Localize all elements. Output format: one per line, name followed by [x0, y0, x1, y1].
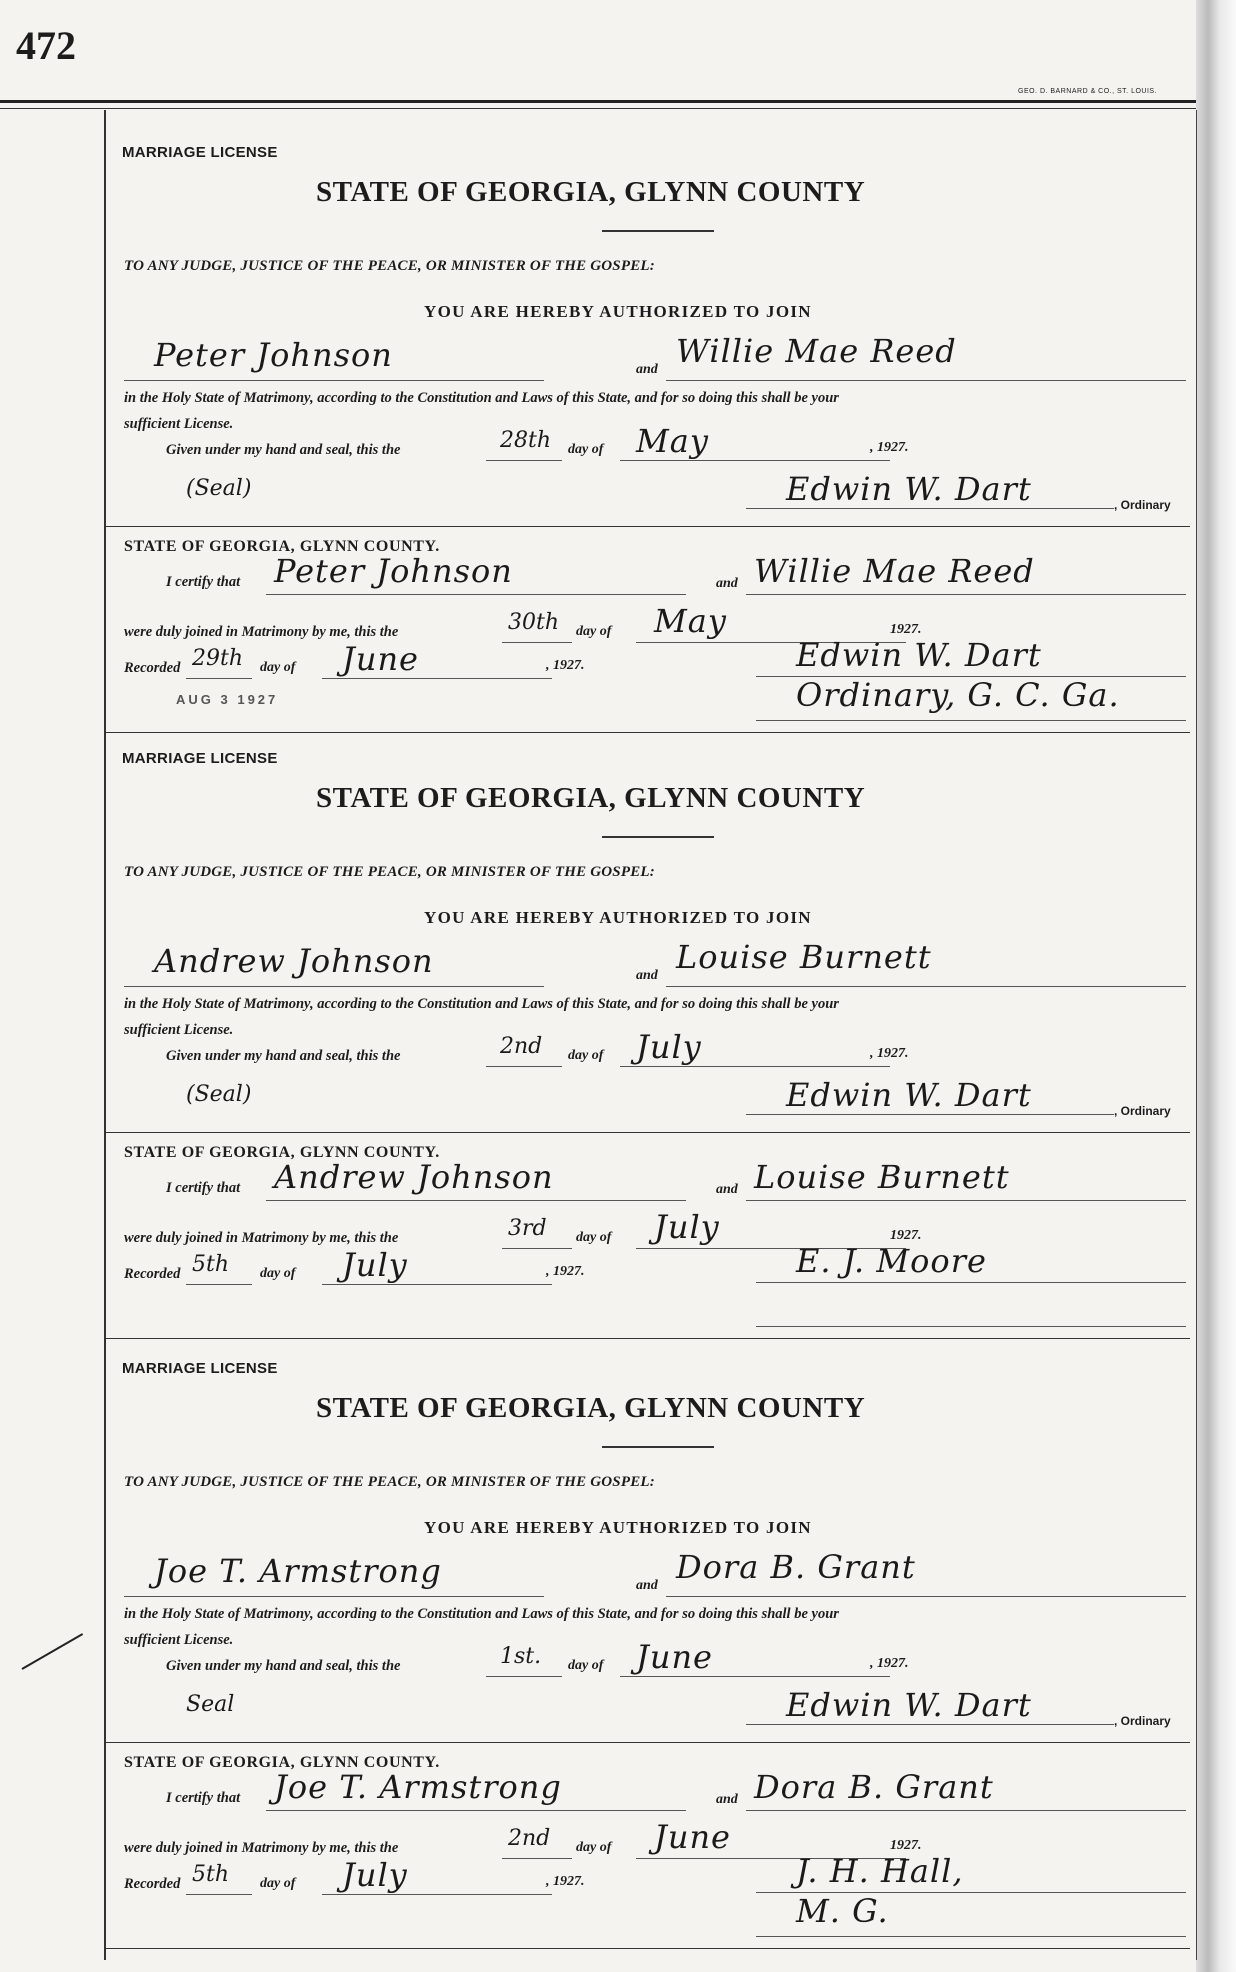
- recorded-day-of: day of: [260, 660, 296, 675]
- given-month: May: [636, 422, 709, 460]
- certify-text: I certify that: [166, 1180, 241, 1196]
- joined-text: were duly joined in Matrimony by me, this the: [124, 624, 399, 640]
- title-underline: [602, 836, 714, 838]
- matrimony-text: in the Holy State of Matrimony, according to the Constitution and Laws of this State, and for so doing this shall be your: [124, 390, 839, 406]
- joined-day-line: [502, 1248, 572, 1249]
- authorization-heading: YOU ARE HEREBY AUTHORIZED TO JOIN: [424, 302, 812, 321]
- recorded-day-line: [186, 1894, 252, 1895]
- cert-bride-line: [746, 1200, 1186, 1201]
- authorization-heading: YOU ARE HEREBY AUTHORIZED TO JOIN: [424, 1518, 812, 1537]
- given-under-text: Given under my hand and seal, this the: [166, 442, 401, 458]
- cert-groom-line: [266, 1810, 686, 1811]
- recorded-day: 5th: [192, 1862, 230, 1887]
- bride-name: Willie Mae Reed: [676, 332, 957, 370]
- officiant-title: M. G.: [796, 1892, 889, 1930]
- recorded-month: June: [342, 640, 419, 678]
- groom-name: Andrew Johnson: [154, 942, 434, 980]
- joined-day-of: day of: [576, 624, 612, 639]
- joined-day: 2nd: [508, 1826, 551, 1851]
- ordinary-label: , Ordinary: [1114, 498, 1171, 512]
- given-day-line: [486, 1676, 562, 1677]
- top-rule: [0, 100, 1200, 103]
- certificate-state: STATE OF GEORGIA, GLYNN COUNTY.: [124, 538, 440, 555]
- certificate-groom: Andrew Johnson: [274, 1158, 554, 1196]
- given-day-of: day of: [568, 1048, 604, 1063]
- given-month-line: [620, 460, 890, 461]
- recorded-year: , 1927.: [546, 1874, 585, 1889]
- joined-month: July: [654, 1208, 720, 1246]
- recorded-year: , 1927.: [546, 658, 585, 673]
- section-divider: [106, 1132, 1190, 1133]
- certificate-and: and: [716, 1792, 738, 1807]
- joined-day-line: [502, 1858, 572, 1859]
- cert-groom-line: [266, 1200, 686, 1201]
- license-label: MARRIAGE LICENSE: [122, 1360, 278, 1377]
- seal-mark: (Seal): [186, 1082, 252, 1107]
- title-underline: [602, 230, 714, 232]
- and-label: and: [636, 362, 658, 377]
- signature-line: [746, 508, 1114, 509]
- matrimony-text: in the Holy State of Matrimony, according to the Constitution and Laws of this State, and for so doing this shall be your: [124, 996, 839, 1012]
- recorded-label: Recorded: [124, 1266, 181, 1282]
- certificate-bride: Willie Mae Reed: [754, 552, 1035, 590]
- certify-text: I certify that: [166, 1790, 241, 1806]
- officiant-signature: Edwin W. Dart: [796, 636, 1042, 674]
- joined-day-line: [502, 642, 572, 643]
- authorization-heading: YOU ARE HEREBY AUTHORIZED TO JOIN: [424, 908, 812, 927]
- given-month-line: [620, 1066, 890, 1067]
- groom-name-line: [124, 986, 544, 987]
- given-year: , 1927.: [870, 1046, 909, 1061]
- ordinary-label: , Ordinary: [1114, 1104, 1171, 1118]
- officiant-line: [756, 1282, 1186, 1283]
- ordinary-label: , Ordinary: [1114, 1714, 1171, 1728]
- recorded-year: , 1927.: [546, 1264, 585, 1279]
- addressee-line: TO ANY JUDGE, JUSTICE OF THE PEACE, OR MINISTER OF THE GOSPEL:: [124, 864, 655, 880]
- certify-text: I certify that: [166, 574, 241, 590]
- recorded-month: July: [342, 1856, 408, 1894]
- marriage-record-2: [106, 742, 1190, 1338]
- bride-name-line: [666, 380, 1186, 381]
- officiant-signature: E. J. Moore: [796, 1242, 987, 1280]
- joined-month: June: [654, 1818, 731, 1856]
- certificate-groom: Peter Johnson: [274, 552, 513, 590]
- given-day: 1st.: [500, 1644, 542, 1669]
- joined-year: 1927.: [890, 1228, 922, 1243]
- signature-line: [746, 1724, 1114, 1725]
- officiant-title-line: [756, 1326, 1186, 1327]
- addressee-line: TO ANY JUDGE, JUSTICE OF THE PEACE, OR MINISTER OF THE GOSPEL:: [124, 258, 655, 274]
- given-day-line: [486, 1066, 562, 1067]
- officiant-title-line: [756, 720, 1186, 721]
- groom-name: Peter Johnson: [154, 336, 393, 374]
- joined-day-of: day of: [576, 1840, 612, 1855]
- sufficient-license: sufficient License.: [124, 1632, 234, 1648]
- record-title: STATE OF GEORGIA, GLYNN COUNTY: [316, 1392, 866, 1424]
- given-under-text: Given under my hand and seal, this the: [166, 1658, 401, 1674]
- recorded-day: 5th: [192, 1252, 230, 1277]
- certificate-groom: Joe T. Armstrong: [274, 1768, 562, 1806]
- certificate-bride: Louise Burnett: [754, 1158, 1010, 1196]
- joined-day-of: day of: [576, 1230, 612, 1245]
- seal-mark: Seal: [186, 1692, 235, 1717]
- ordinary-signature: Edwin W. Dart: [786, 470, 1032, 508]
- given-day-of: day of: [568, 1658, 604, 1673]
- groom-name: Joe T. Armstrong: [154, 1552, 442, 1590]
- recorded-month-line: [322, 1284, 552, 1285]
- section-divider: [106, 526, 1190, 527]
- license-label: MARRIAGE LICENSE: [122, 144, 278, 161]
- recorded-label: Recorded: [124, 660, 181, 676]
- groom-name-line: [124, 380, 544, 381]
- seal-mark: (Seal): [186, 476, 252, 501]
- groom-name-line: [124, 1596, 544, 1597]
- sufficient-license: sufficient License.: [124, 416, 234, 432]
- joined-year: 1927.: [890, 1838, 922, 1853]
- received-stamp: AUG 3 1927: [176, 692, 279, 707]
- certificate-state: STATE OF GEORGIA, GLYNN COUNTY.: [124, 1144, 440, 1161]
- recorded-day-line: [186, 678, 252, 679]
- officiant-title: Ordinary, G. C. Ga.: [796, 676, 1120, 714]
- bride-name-line: [666, 1596, 1186, 1597]
- certificate-and: and: [716, 1182, 738, 1197]
- signature-line: [746, 1114, 1114, 1115]
- marriage-record-3: [106, 1352, 1190, 1952]
- given-year: , 1927.: [870, 1656, 909, 1671]
- given-under-text: Given under my hand and seal, this the: [166, 1048, 401, 1064]
- joined-text: were duly joined in Matrimony by me, this the: [124, 1840, 399, 1856]
- given-day-line: [486, 460, 562, 461]
- officiant-title-line: [756, 1936, 1186, 1937]
- joined-day: 30th: [508, 610, 560, 635]
- and-label: and: [636, 968, 658, 983]
- cert-bride-line: [746, 594, 1186, 595]
- right-border-line: [1196, 110, 1197, 1960]
- joined-month: May: [654, 602, 727, 640]
- publisher-imprint: GEO. D. BARNARD & CO., ST. LOUIS.: [1018, 88, 1158, 95]
- recorded-month-line: [322, 1894, 552, 1895]
- title-underline: [602, 1446, 714, 1448]
- recorded-day: 29th: [192, 646, 244, 671]
- joined-text: were duly joined in Matrimony by me, this the: [124, 1230, 399, 1246]
- recorded-day-of: day of: [260, 1266, 296, 1281]
- certificate-state: STATE OF GEORGIA, GLYNN COUNTY.: [124, 1754, 440, 1771]
- bride-name-line: [666, 986, 1186, 987]
- record-bottom-divider: [106, 1338, 1190, 1339]
- given-month: June: [636, 1638, 713, 1676]
- recorded-month-line: [322, 678, 552, 679]
- sufficient-license: sufficient License.: [124, 1022, 234, 1038]
- record-title: STATE OF GEORGIA, GLYNN COUNTY: [316, 782, 866, 814]
- given-month: July: [636, 1028, 702, 1066]
- record-bottom-divider: [106, 1948, 1190, 1949]
- recorded-day-of: day of: [260, 1876, 296, 1891]
- given-month-line: [620, 1676, 890, 1677]
- recorded-month: July: [342, 1246, 408, 1284]
- joined-day: 3rd: [508, 1216, 547, 1241]
- record-title: STATE OF GEORGIA, GLYNN COUNTY: [316, 176, 866, 208]
- ordinary-signature: Edwin W. Dart: [786, 1076, 1032, 1114]
- marriage-record-1: [106, 136, 1190, 732]
- top-rule-thin: [0, 108, 1200, 109]
- section-divider: [106, 1742, 1190, 1743]
- given-day: 2nd: [500, 1034, 543, 1059]
- ordinary-signature: Edwin W. Dart: [786, 1686, 1032, 1724]
- joined-year: 1927.: [890, 622, 922, 637]
- bride-name: Louise Burnett: [676, 938, 932, 976]
- addressee-line: TO ANY JUDGE, JUSTICE OF THE PEACE, OR MINISTER OF THE GOSPEL:: [124, 1474, 655, 1490]
- given-year: , 1927.: [870, 440, 909, 455]
- and-label: and: [636, 1578, 658, 1593]
- certificate-and: and: [716, 576, 738, 591]
- certificate-bride: Dora B. Grant: [754, 1768, 994, 1806]
- recorded-day-line: [186, 1284, 252, 1285]
- cert-bride-line: [746, 1810, 1186, 1811]
- bride-name: Dora B. Grant: [676, 1548, 916, 1586]
- recorded-label: Recorded: [124, 1876, 181, 1892]
- officiant-signature: J. H. Hall,: [796, 1852, 964, 1890]
- cert-groom-line: [266, 594, 686, 595]
- record-bottom-divider: [106, 732, 1190, 733]
- given-day: 28th: [500, 428, 552, 453]
- page-number: 472: [16, 23, 76, 68]
- given-day-of: day of: [568, 442, 604, 457]
- license-label: MARRIAGE LICENSE: [122, 750, 278, 767]
- margin-pen-mark: [22, 1633, 84, 1670]
- book-spine-edge: [1196, 0, 1236, 1972]
- matrimony-text: in the Holy State of Matrimony, according to the Constitution and Laws of this State, and for so doing this shall be your: [124, 1606, 839, 1622]
